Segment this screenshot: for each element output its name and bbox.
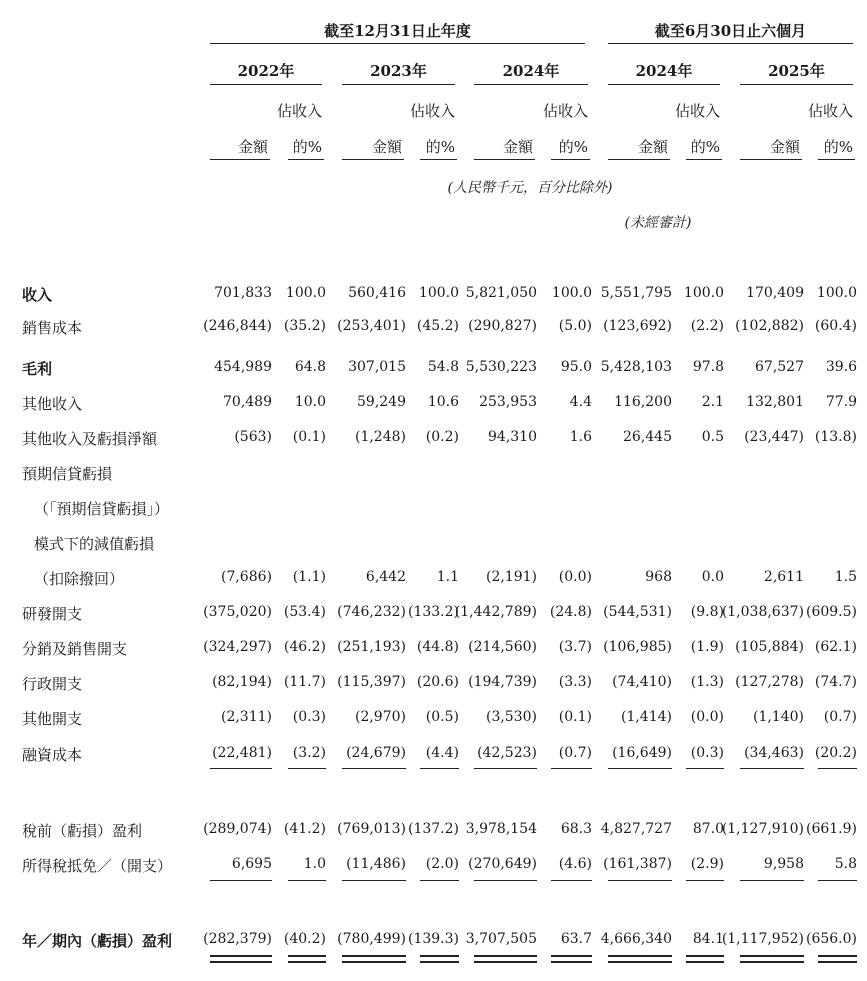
- amount-cell: (7,686): [220, 569, 272, 585]
- amount-cell: 59,249: [357, 394, 406, 410]
- amount-cell: (2,311): [220, 709, 272, 725]
- amount-header: 金額: [371, 138, 402, 156]
- amount-cell: (544,531): [603, 604, 672, 620]
- row-label: 年／期內（虧損）盈利: [22, 932, 173, 950]
- row-label: 研發開支: [22, 605, 83, 623]
- pct-cell: 100.0: [418, 285, 459, 301]
- pct-cell: (60.4): [814, 318, 857, 334]
- amount-cell: (161,387): [603, 856, 672, 872]
- total-double-rule: [608, 961, 672, 963]
- subtotal-rule: [288, 880, 326, 881]
- amount-cell: (2,970): [354, 709, 406, 725]
- amount-cell: (270,649): [468, 856, 537, 872]
- total-double-rule: [686, 961, 724, 963]
- pct-cell: (13.8): [814, 429, 857, 445]
- pct-cell: (2.9): [690, 856, 724, 872]
- amount-header-rule: [474, 159, 535, 160]
- amount-cell: 968: [645, 569, 672, 585]
- pct-cell: (656.0): [805, 931, 857, 947]
- pct-header-line2: 的%: [823, 138, 853, 156]
- pct-cell: 39.6: [825, 359, 857, 375]
- subtotal-rule: [288, 768, 326, 769]
- amount-cell: (253,401): [337, 318, 406, 334]
- amount-cell: (780,499): [337, 931, 406, 947]
- amount-cell: (22,481): [212, 745, 272, 761]
- pct-cell: 77.9: [825, 394, 857, 410]
- pct-cell: (0.1): [558, 709, 592, 725]
- pct-cell: (0.0): [690, 709, 724, 725]
- amount-cell: (769,013): [337, 821, 406, 837]
- subtotal-rule: [210, 880, 272, 881]
- year-rule: [740, 84, 853, 85]
- amount-cell: 3,978,154: [465, 821, 537, 837]
- amount-cell: (16,649): [612, 745, 672, 761]
- subtotal-rule: [474, 768, 537, 769]
- row-label: 行政開支: [22, 675, 83, 693]
- amount-cell: 2,611: [763, 569, 804, 585]
- amount-cell: (1,127,910): [721, 821, 804, 837]
- amount-cell: 67,527: [755, 359, 804, 375]
- pct-cell: (20.6): [416, 674, 459, 690]
- pct-cell: (0.0): [558, 569, 592, 585]
- year-rule: [342, 84, 455, 85]
- pct-cell: (1.9): [690, 639, 724, 655]
- row-label: 模式下的減值虧損: [34, 535, 155, 553]
- total-double-rule: [740, 955, 804, 957]
- amount-cell: (1,414): [620, 709, 672, 725]
- amount-cell: 253,953: [479, 394, 537, 410]
- amount-cell: 9,958: [763, 856, 804, 872]
- year-header: 2023年: [370, 62, 427, 80]
- total-double-rule: [210, 961, 272, 963]
- subtotal-rule: [740, 880, 804, 881]
- amount-cell: 307,015: [348, 359, 406, 375]
- pct-cell: 68.3: [560, 821, 592, 837]
- pct-header-rule: [288, 159, 324, 160]
- total-double-rule: [551, 961, 592, 963]
- pct-cell: (9.8): [690, 604, 724, 620]
- total-double-rule: [342, 961, 406, 963]
- pct-cell: 63.7: [560, 931, 592, 947]
- amount-cell: (106,985): [603, 639, 672, 655]
- amount-cell: (1,140): [752, 709, 804, 725]
- amount-cell: (2,191): [485, 569, 537, 585]
- amount-cell: 5,551,795: [600, 285, 672, 301]
- total-double-rule: [288, 955, 326, 957]
- amount-cell: 701,833: [214, 285, 272, 301]
- amount-cell: (251,193): [337, 639, 406, 655]
- pct-cell: 100.0: [551, 285, 592, 301]
- amount-cell: 170,409: [746, 285, 804, 301]
- pct-cell: 10.6: [427, 394, 459, 410]
- amount-cell: 4,666,340: [600, 931, 672, 947]
- total-double-rule: [474, 961, 537, 963]
- amount-cell: (563): [234, 429, 272, 445]
- pct-cell: (0.3): [690, 745, 724, 761]
- total-double-rule: [474, 955, 537, 957]
- amount-cell: 94,310: [488, 429, 537, 445]
- pct-cell: 1.6: [569, 429, 592, 445]
- total-double-rule: [342, 955, 406, 957]
- group-title-annual: 截至12月31日止年度: [324, 22, 471, 40]
- group-rule-interim: [608, 43, 853, 44]
- subtotal-rule: [474, 880, 537, 881]
- amount-cell: (290,827): [468, 318, 537, 334]
- pct-cell: (139.3): [407, 931, 459, 947]
- pct-cell: (35.2): [283, 318, 326, 334]
- subtotal-rule: [608, 880, 672, 881]
- subtotal-rule: [342, 768, 406, 769]
- group-rule-annual: [210, 43, 585, 44]
- pct-cell: 2.1: [701, 394, 724, 410]
- pct-cell: (1.1): [292, 569, 326, 585]
- row-label: （「預期信貸虧損」）: [34, 500, 170, 518]
- amount-cell: (115,397): [337, 674, 406, 690]
- amount-cell: (1,442,789): [454, 604, 537, 620]
- pct-header-line1: 佔收入: [674, 102, 720, 120]
- amount-header-rule: [342, 159, 404, 160]
- amount-header-rule: [210, 159, 270, 160]
- amount-cell: (214,560): [468, 639, 537, 655]
- amount-cell: (746,232): [337, 604, 406, 620]
- pct-header-rule: [420, 159, 457, 160]
- amount-cell: (1,117,952): [721, 931, 804, 947]
- pct-cell: (24.8): [549, 604, 592, 620]
- row-label: 其他開支: [22, 710, 83, 728]
- pct-cell: 97.8: [692, 359, 724, 375]
- pct-cell: (3.7): [558, 639, 592, 655]
- pct-cell: 1.5: [834, 569, 857, 585]
- row-label: 預期信貸虧損: [22, 465, 113, 483]
- row-label: 其他收入及虧損淨額: [22, 430, 158, 448]
- pct-cell: 0.5: [701, 429, 724, 445]
- row-label: 稅前（虧損）盈利: [22, 822, 143, 840]
- pct-cell: (0.3): [292, 709, 326, 725]
- amount-cell: (34,463): [744, 745, 804, 761]
- pct-cell: 4.4: [569, 394, 592, 410]
- subtotal-rule: [608, 768, 672, 769]
- amount-cell: 454,989: [214, 359, 272, 375]
- amount-cell: 560,416: [348, 285, 406, 301]
- pct-header-line1: 佔收入: [409, 102, 455, 120]
- amount-cell: 116,200: [614, 394, 672, 410]
- pct-cell: (1.3): [690, 674, 724, 690]
- pct-cell: 100.0: [285, 285, 326, 301]
- row-label: 銷售成本: [22, 319, 83, 337]
- unaudited-note: (未經審計): [624, 215, 692, 231]
- amount-cell: (246,844): [203, 318, 272, 334]
- amount-cell: (282,379): [203, 931, 272, 947]
- subtotal-rule: [686, 768, 724, 769]
- amount-cell: (375,020): [203, 604, 272, 620]
- amount-cell: 5,530,223: [465, 359, 537, 375]
- year-header: 2024年: [502, 62, 560, 80]
- pct-cell: 0.0: [701, 569, 724, 585]
- total-double-rule: [818, 961, 857, 963]
- amount-cell: 26,445: [623, 429, 672, 445]
- pct-cell: 54.8: [427, 359, 459, 375]
- pct-cell: (46.2): [283, 639, 326, 655]
- amount-cell: 6,695: [231, 856, 272, 872]
- amount-cell: 4,827,727: [600, 821, 672, 837]
- pct-cell: (62.1): [814, 639, 857, 655]
- pct-header-line1: 佔收入: [276, 102, 322, 120]
- amount-header: 金額: [502, 138, 533, 156]
- pct-cell: (661.9): [805, 821, 857, 837]
- pct-header-line2: 的%: [690, 138, 720, 156]
- amount-header: 金額: [637, 138, 668, 156]
- year-rule: [210, 84, 322, 85]
- subtotal-rule: [342, 880, 406, 881]
- pct-header-line2: 的%: [292, 138, 322, 156]
- pct-header-line1: 佔收入: [542, 102, 588, 120]
- amount-cell: (42,523): [477, 745, 537, 761]
- pct-cell: 10.0: [294, 394, 326, 410]
- amount-cell: (289,074): [203, 821, 272, 837]
- pct-cell: (11.7): [283, 674, 326, 690]
- year-header: 2024年: [635, 62, 693, 80]
- total-double-rule: [210, 955, 272, 957]
- amount-cell: 5,428,103: [600, 359, 672, 375]
- pct-cell: (2.0): [425, 856, 459, 872]
- row-label: 其他收入: [22, 395, 83, 413]
- pct-cell: 87.0: [692, 821, 724, 837]
- pct-cell: 5.8: [834, 856, 857, 872]
- total-double-rule: [288, 961, 326, 963]
- pct-cell: (74.7): [814, 674, 857, 690]
- total-double-rule: [608, 955, 672, 957]
- amount-cell: 132,801: [746, 394, 804, 410]
- pct-cell: (3.2): [292, 745, 326, 761]
- amount-header: 金額: [237, 138, 268, 156]
- amount-cell: (127,278): [735, 674, 804, 690]
- row-label: 毛利: [22, 360, 53, 378]
- pct-cell: 84.1: [692, 931, 724, 947]
- pct-header-line2: 的%: [558, 138, 588, 156]
- pct-cell: (0.7): [823, 709, 857, 725]
- row-label: 收入: [22, 286, 53, 304]
- pct-header-line2: 的%: [425, 138, 455, 156]
- total-double-rule: [686, 955, 724, 957]
- total-double-rule: [420, 961, 459, 963]
- pct-cell: (0.2): [425, 429, 459, 445]
- amount-cell: 70,489: [223, 394, 272, 410]
- subtotal-rule: [818, 768, 857, 769]
- amount-cell: (24,679): [346, 745, 406, 761]
- subtotal-rule: [551, 768, 592, 769]
- pct-cell: (2.2): [690, 318, 724, 334]
- pct-cell: (0.7): [558, 745, 592, 761]
- pct-cell: (0.5): [425, 709, 459, 725]
- year-header: 2022年: [237, 62, 295, 80]
- amount-cell: (3,530): [485, 709, 537, 725]
- total-double-rule: [420, 955, 459, 957]
- pct-cell: 95.0: [560, 359, 592, 375]
- pct-cell: (53.4): [283, 604, 326, 620]
- amount-cell: (194,739): [468, 674, 537, 690]
- pct-cell: (609.5): [805, 604, 857, 620]
- amount-cell: (23,447): [744, 429, 804, 445]
- subtotal-rule: [740, 768, 804, 769]
- pct-header-rule: [551, 159, 590, 160]
- pct-cell: 64.8: [294, 359, 326, 375]
- amount-cell: 3,707,505: [465, 931, 537, 947]
- pct-cell: (20.2): [814, 745, 857, 761]
- pct-cell: (40.2): [283, 931, 326, 947]
- amount-cell: 5,821,050: [465, 285, 537, 301]
- subtotal-rule: [551, 880, 592, 881]
- pct-header-line1: 佔收入: [807, 102, 853, 120]
- amount-cell: (105,884): [735, 639, 804, 655]
- subtotal-rule: [686, 880, 724, 881]
- pct-cell: (4.4): [425, 745, 459, 761]
- pct-cell: 1.0: [303, 856, 326, 872]
- amount-cell: (1,248): [354, 429, 406, 445]
- amount-cell: (102,882): [735, 318, 804, 334]
- pct-cell: 100.0: [683, 285, 724, 301]
- pct-cell: (0.1): [292, 429, 326, 445]
- pct-header-rule: [686, 159, 722, 160]
- subtotal-rule: [818, 880, 857, 881]
- pct-cell: (45.2): [416, 318, 459, 334]
- group-title-interim: 截至6月30日止六個月: [654, 22, 807, 40]
- pct-cell: (4.6): [558, 856, 592, 872]
- row-label: 分銷及銷售開支: [22, 640, 128, 658]
- subtotal-rule: [420, 768, 459, 769]
- amount-header-rule: [608, 159, 670, 160]
- amount-header: 金額: [769, 138, 800, 156]
- subtotal-rule: [210, 768, 272, 769]
- pct-cell: (137.2): [407, 821, 459, 837]
- pct-cell: 100.0: [816, 285, 857, 301]
- subtotal-rule: [420, 880, 459, 881]
- pct-cell: (133.2): [407, 604, 459, 620]
- pct-cell: (3.3): [558, 674, 592, 690]
- year-rule: [608, 84, 720, 85]
- amount-cell: (82,194): [212, 674, 272, 690]
- pct-header-rule: [818, 159, 855, 160]
- pct-cell: 1.1: [436, 569, 459, 585]
- amount-cell: (324,297): [203, 639, 272, 655]
- currency-note: (人民幣千元，百分比除外): [447, 180, 613, 196]
- pct-cell: (41.2): [283, 821, 326, 837]
- total-double-rule: [818, 955, 857, 957]
- amount-cell: (74,410): [612, 674, 672, 690]
- total-double-rule: [740, 961, 804, 963]
- pct-cell: (44.8): [416, 639, 459, 655]
- row-label: 所得稅抵免／（開支）: [22, 857, 173, 875]
- row-label: 融資成本: [22, 746, 83, 764]
- pct-cell: (5.0): [558, 318, 592, 334]
- year-rule: [474, 84, 588, 85]
- amount-cell: 6,442: [365, 569, 406, 585]
- row-label: （扣除撥回）: [34, 570, 125, 588]
- amount-cell: (1,038,637): [721, 604, 804, 620]
- amount-cell: (11,486): [346, 856, 406, 872]
- year-header: 2025年: [768, 62, 825, 80]
- total-double-rule: [551, 955, 592, 957]
- amount-header-rule: [740, 159, 802, 160]
- amount-cell: (123,692): [603, 318, 672, 334]
